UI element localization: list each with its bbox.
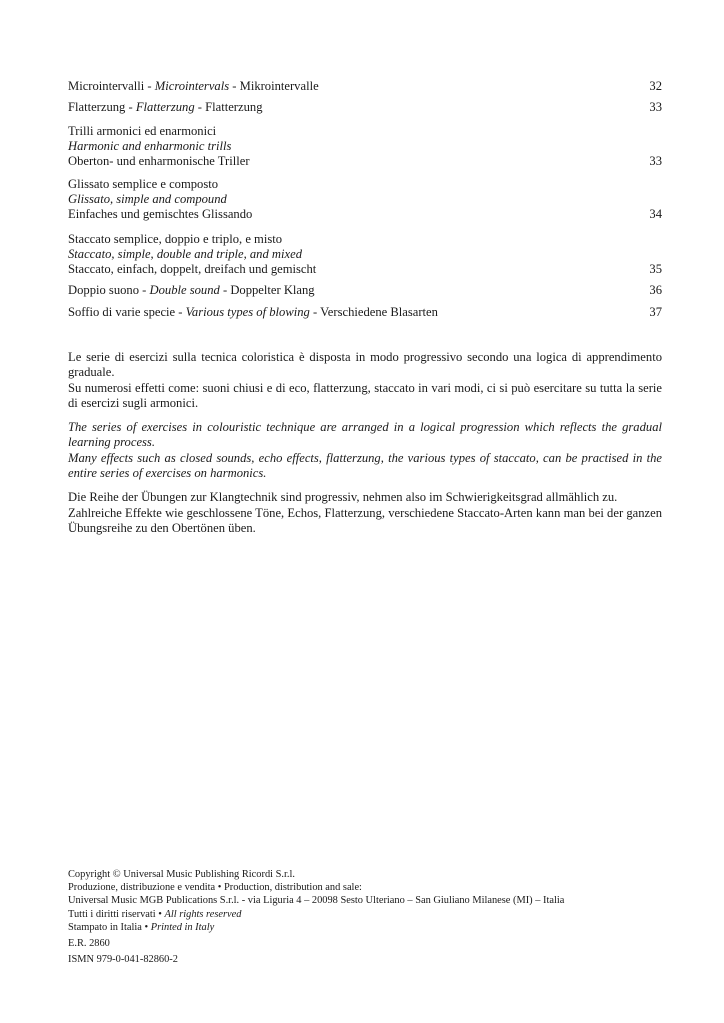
toc-text-italic: Double sound	[149, 283, 220, 297]
toc-text: Flatterzung -	[68, 100, 136, 114]
toc-entry-line: Trilli armonici ed enarmonici	[68, 124, 217, 138]
toc-entry-line-italic: Glissato, simple and compound	[68, 192, 227, 206]
toc-entry-microintervals	[68, 79, 662, 94]
note-english	[68, 420, 662, 481]
note-paragraph: Su numerosi effetti come: suoni chiusi e di eco, flatterzung, staccato in vari modi, ci si può esercitare su tutta la serie di esercizi sugli armonici.	[68, 380, 662, 410]
toc-text: Microintervalli -	[68, 79, 155, 93]
toc-entry-line: Glissato semplice e composto	[68, 177, 219, 191]
note-paragraph: Die Reihe der Übungen zur Klangtechnik sind progressiv, nehmen also im Schwierigkeitsgrad allmählich zu.	[68, 490, 618, 505]
toc-page-number: 33	[649, 100, 662, 114]
toc-text: Doppio suono -	[68, 283, 150, 297]
toc-page-number: 36	[649, 283, 662, 297]
toc-text-italic: Flatterzung	[135, 100, 195, 114]
note-german	[68, 490, 662, 536]
toc-page-number: 37	[649, 305, 662, 319]
distribution-line: Produzione, distribuzione e vendita • Production, distribution and sale:	[68, 882, 362, 894]
toc-text: - Verschiedene Blasarten	[309, 305, 438, 319]
table-of-contents	[68, 79, 662, 320]
toc-entry-line: Staccato semplice, doppio e triplo, e misto	[68, 232, 283, 246]
rights-line	[68, 908, 668, 921]
printed-line	[68, 921, 668, 934]
toc-text: - Mikrointervalle	[229, 79, 319, 93]
note-paragraph: The series of exercises in colouristic technique are arranged in a logical progression which reflects the gradual learning process.	[68, 420, 662, 450]
toc-page-number: 35	[649, 262, 662, 276]
toc-text-italic: Various types of blowing	[185, 305, 310, 319]
toc-text: - Doppelter Klang	[219, 283, 315, 297]
toc-entry-flatterzung	[68, 100, 662, 115]
toc-page-number: 34	[649, 207, 662, 221]
publisher-address: Universal Music MGB Publications S.r.l. - via Liguria 4 – 20098 Sesto Ulteriano – San Giuliano Milanese (MI) – Italia	[68, 895, 565, 907]
toc-text: - Flatterzung	[194, 100, 263, 114]
edition-number: E.R. 2860	[68, 938, 110, 950]
toc-entry-line-italic: Harmonic and enharmonic trills	[68, 139, 232, 153]
ismn-number: ISMN 979-0-041-82860-2	[68, 954, 178, 966]
introductory-notes	[68, 350, 662, 545]
rights-text: Tutti i diritti riservati •	[68, 908, 165, 920]
rights-text-italic: All rights reserved	[164, 908, 242, 920]
note-italian	[68, 350, 662, 411]
toc-page-number: 32	[649, 79, 662, 93]
copyright-line: Copyright © Universal Music Publishing Ricordi S.r.l.	[68, 869, 295, 880]
toc-entry-line: Staccato, einfach, doppelt, dreifach und gemischt	[68, 262, 317, 276]
toc-entry-line	[68, 100, 622, 115]
toc-text-italic: Microintervals	[154, 79, 230, 93]
note-paragraph: Many effects such as closed sounds, echo effects, flatterzung, the various types of staccato, can be practised in the entire series of exercises on harmonics.	[68, 450, 662, 481]
toc-entry-glissando	[68, 177, 662, 222]
copyright-notice	[68, 868, 668, 966]
toc-entry-line	[68, 305, 622, 320]
toc-entry-blowing	[68, 305, 662, 320]
toc-page-number: 33	[649, 154, 662, 168]
printed-text-italic: Printed in Italy	[150, 921, 215, 933]
printed-text: Stampato in Italia •	[68, 921, 151, 933]
toc-entry-line	[68, 79, 622, 94]
toc-entry-staccato	[68, 232, 662, 277]
toc-entry-double-sound	[68, 283, 662, 298]
toc-entry-trills	[68, 124, 662, 169]
toc-entry-line-italic: Staccato, simple, double and triple, and mixed	[68, 247, 302, 261]
toc-text: Soffio di varie specie -	[68, 305, 186, 319]
toc-entry-line: Einfaches und gemischtes Glissando	[68, 207, 253, 221]
toc-entry-line	[68, 283, 622, 298]
toc-entry-line: Oberton- und enharmonische Triller	[68, 154, 250, 168]
note-paragraph: Zahlreiche Effekte wie geschlossene Töne, Echos, Flatterzung, verschiedene Staccato-Arten kann man bei der ganzen Übungsreihe zu den Obertönen üben.	[68, 505, 662, 535]
note-paragraph: Le serie di esercizi sulla tecnica coloristica è disposta in modo progressivo secondo una logica di apprendimento graduale.	[68, 350, 662, 380]
